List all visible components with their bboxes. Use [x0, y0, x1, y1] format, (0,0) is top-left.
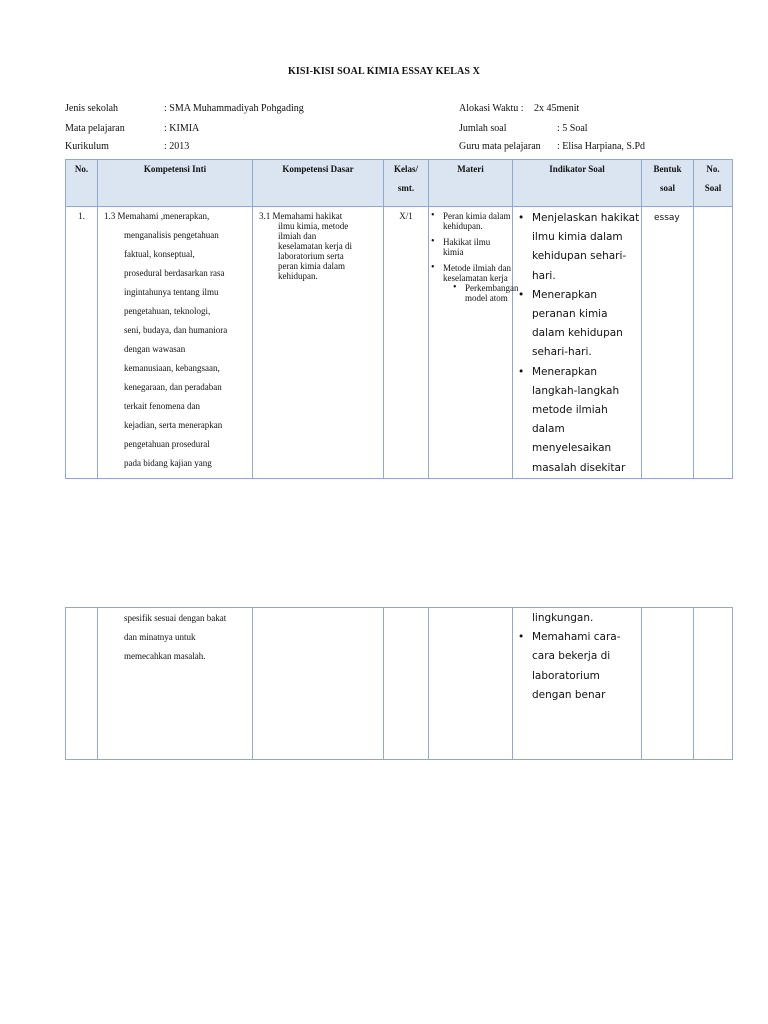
table-row: [66, 608, 733, 760]
indikator-continued-text: lingkungan.: [532, 612, 594, 624]
indikator-cell: [513, 207, 642, 479]
info-label-jumlah-soal: Jumlah soal: [459, 123, 507, 134]
header-no-soal: [694, 160, 733, 207]
indikator-item: • Menjelaskan hakikat ilmu kimia dalam kehidupan sehari-hari.: [532, 209, 641, 286]
info-value-jumlah-soal: : 5 Soal: [557, 123, 588, 134]
header-kelas-line1: Kelas/: [394, 164, 418, 174]
info-value-jenis-sekolah: : SMA Muhammadiyah Pohgading: [164, 103, 304, 114]
header-kelas: [384, 160, 429, 207]
ki-line: pada bidang kajian yang: [124, 458, 212, 468]
ki-line: terkait fenomena dan: [124, 401, 200, 411]
kd-line: ilmiah dan: [278, 231, 317, 241]
materi-cell: [429, 207, 519, 479]
header-bentuk-line1: Bentuk: [653, 164, 682, 174]
kisi-table-continued: [65, 607, 733, 760]
header-materi: Materi: [429, 160, 513, 207]
bentuk-cell-empty: [642, 608, 694, 760]
kompetensi-inti-cell-continued: [98, 608, 253, 760]
kd-line: ilmu kimia, metode: [278, 221, 349, 231]
info-label-kurikulum: Kurikulum: [65, 141, 109, 152]
ki-line: ingintahunya tentang ilmu: [124, 287, 219, 297]
kd-line: keselamatan kerja di: [278, 241, 352, 251]
materi-subitem: • Perkembangan model atom: [465, 283, 512, 303]
indikator-cell-continued: [513, 608, 642, 760]
info-label-mata-pelajaran: Mata pelajaran: [65, 123, 125, 134]
table-row: [66, 207, 733, 479]
kelas-semester-cell: X/1: [384, 207, 429, 479]
info-label-guru: Guru mata pelajaran: [459, 141, 541, 152]
header-nosoal-line2: Soal: [704, 183, 722, 193]
ki-line: pengetahuan, teknologi,: [124, 306, 211, 316]
header-kompetensi-inti: Kompetensi Inti: [98, 160, 253, 207]
document-title: KISI-KISI SOAL KIMIA ESSAY KELAS X: [288, 66, 480, 77]
ki-line: seni, budaya, dan humaniora: [124, 325, 228, 335]
materi-item-label: Metode ilmiah dan keselamatan kerja: [443, 263, 511, 283]
info-value-kurikulum: : 2013: [164, 141, 190, 152]
kelas-cell-empty: [384, 608, 429, 760]
ki-line: memecahkan masalah.: [124, 651, 206, 661]
ki-line: menganalisis pengetahuan: [124, 230, 219, 240]
info-value-guru: : Elisa Harpiana, S.Pd: [557, 141, 646, 152]
bentuk-soal-cell: essay: [642, 207, 694, 479]
indikator-item: • Memahami cara-cara bekerja di laboratorium dengan benar: [532, 628, 641, 705]
header-kompetensi-dasar: Kompetensi Dasar: [253, 160, 384, 207]
ki-line: dengan wawasan: [124, 344, 186, 354]
indikator-item: • Menerapkan langkah-langkah metode ilmiah dalam menyelesaikan masalah disekitar: [532, 363, 641, 478]
kisi-table: [65, 159, 733, 479]
kompetensi-inti-cell: [98, 207, 253, 479]
info-label-jenis-sekolah: Jenis sekolah: [65, 103, 119, 114]
kd-line: peran kimia dalam: [278, 261, 345, 271]
header-indikator: Indikator Soal: [513, 160, 642, 207]
row-number: 1.: [66, 207, 98, 479]
materi-cell-empty: [429, 608, 513, 760]
ki-line: 1.3 Memahami ,menerapkan,: [104, 211, 210, 221]
materi-item: • Hakikat ilmu kimia: [443, 237, 512, 257]
info-value-mata-pelajaran: : KIMIA: [164, 123, 200, 134]
header-bentuk-line2: soal: [659, 183, 675, 193]
kompetensi-dasar-cell-empty: [253, 608, 384, 760]
ki-line: pengetahuan prosedural: [124, 439, 210, 449]
kd-line: laboratorium serta: [278, 251, 344, 261]
ki-line: prosedural berdasarkan rasa: [124, 268, 225, 278]
row-number-empty: [66, 608, 98, 760]
info-label-alokasi-waktu: Alokasi Waktu :: [459, 103, 524, 114]
materi-item: [443, 263, 519, 303]
ki-line: kemanusiaan, kebangsaan,: [124, 363, 220, 373]
kd-line: 3.1 Memahami hakikat: [259, 211, 343, 221]
info-value-alokasi-waktu: 2x 45menit: [534, 103, 580, 114]
header-bentuk-soal: [642, 160, 694, 207]
ki-line: dan minatnya untuk: [124, 632, 196, 642]
kd-line: kehidupan.: [278, 271, 318, 281]
header-no: No.: [66, 160, 98, 207]
indikator-item: • Menerapkan peranan kimia dalam kehidupan sehari-hari.: [532, 286, 641, 363]
header-kelas-line2: smt.: [397, 183, 415, 193]
materi-item: • Peran kimia dalam kehidupan.: [443, 211, 512, 231]
ki-line: kenegaraan, dan peradaban: [124, 382, 222, 392]
ki-line: spesifik sesuai dengan bakat: [124, 613, 227, 623]
ki-line: faktual, konseptual,: [124, 249, 195, 259]
header-nosoal-line1: No.: [706, 164, 720, 174]
kompetensi-dasar-cell: [253, 207, 384, 479]
no-soal-cell: [694, 207, 733, 479]
no-soal-cell-empty: [694, 608, 733, 760]
ki-line: kejadian, serta menerapkan: [124, 420, 223, 430]
